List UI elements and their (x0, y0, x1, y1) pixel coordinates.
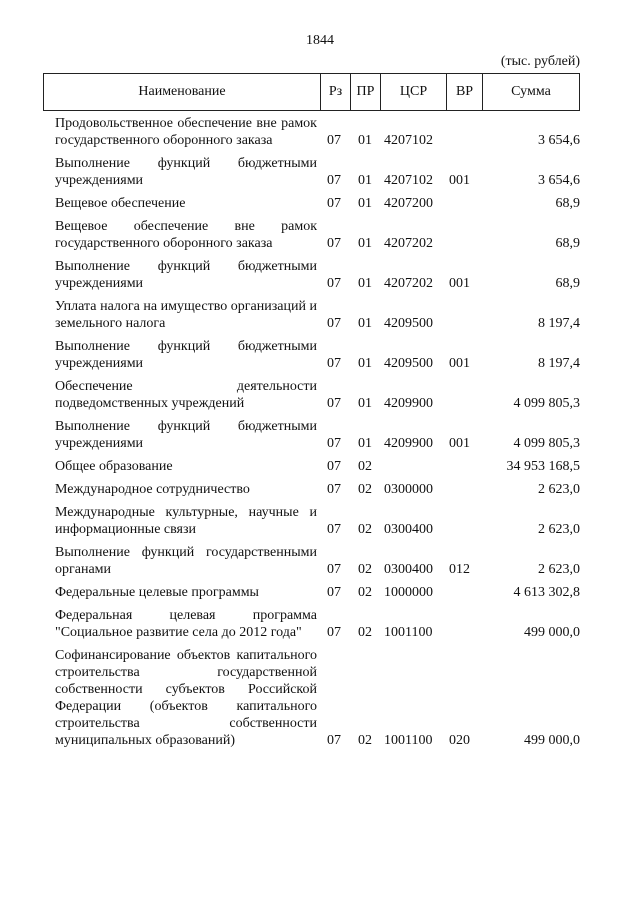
row-pr: 01 (358, 356, 372, 371)
row-csr: 4209500 (384, 316, 433, 331)
row-csr: 1001100 (384, 733, 433, 748)
row-pr: 02 (358, 625, 372, 640)
row-name: Выполнение функций бюджетными учреждениями (55, 339, 317, 371)
row-sum: 2 623,0 (538, 522, 580, 537)
row-rz: 07 (327, 459, 341, 474)
row-name: Федеральная целевая программа "Социальное развитие села до 2012 года" (55, 608, 317, 640)
row-sum: 4 613 302,8 (513, 585, 580, 600)
table-header (43, 73, 580, 111)
row-pr: 01 (358, 436, 372, 451)
row-rz: 07 (327, 562, 341, 577)
row-name: Софинансирование объектов капитального строительства государственной собственности субъектов Российской Федерации (объектов капитального строительства собственности муниципальных образований) (55, 648, 317, 748)
row-csr: 4209500 (384, 356, 433, 371)
row-rz: 07 (327, 133, 341, 148)
row-name: Международное сотрудничество (55, 482, 250, 497)
table-row (55, 584, 585, 601)
row-pr: 01 (358, 316, 372, 331)
row-name: Общее образование (55, 459, 173, 474)
header-sum: Сумма (482, 74, 579, 110)
row-name: Выполнение функций бюджетными учреждениями (55, 156, 317, 188)
header-vr: ВР (446, 74, 482, 110)
row-sum: 3 654,6 (538, 133, 580, 148)
row-csr: 4209900 (384, 396, 433, 411)
table-row (55, 504, 585, 538)
row-name: Вещевое обеспечение вне рамок государственного оборонного заказа (55, 219, 317, 251)
row-csr: 0300400 (384, 562, 433, 577)
row-sum: 2 623,0 (538, 482, 580, 497)
row-rz: 07 (327, 316, 341, 331)
row-csr: 4207202 (384, 276, 433, 291)
row-rz: 07 (327, 522, 341, 537)
row-sum: 34 953 168,5 (506, 459, 580, 474)
header-rz: Рз (320, 74, 350, 110)
row-name: Выполнение функций бюджетными учреждениями (55, 259, 317, 291)
row-sum: 8 197,4 (538, 356, 580, 371)
row-sum: 2 623,0 (538, 562, 580, 577)
row-sum: 3 654,6 (538, 173, 580, 188)
page-number: 1844 (306, 33, 334, 48)
table-row (55, 155, 585, 189)
row-name: Вещевое обеспечение (55, 196, 186, 211)
row-pr: 01 (358, 396, 372, 411)
row-pr: 01 (358, 173, 372, 188)
row-sum: 68,9 (555, 276, 580, 291)
row-rz: 07 (327, 173, 341, 188)
header-pr: ПР (350, 74, 380, 110)
row-sum: 499 000,0 (524, 733, 580, 748)
row-csr: 4207102 (384, 173, 433, 188)
row-vr: 001 (449, 436, 470, 451)
row-pr: 02 (358, 562, 372, 577)
row-pr: 02 (358, 482, 372, 497)
row-csr: 4207102 (384, 133, 433, 148)
row-rz: 07 (327, 356, 341, 371)
row-csr: 0300400 (384, 522, 433, 537)
row-sum: 4 099 805,3 (513, 436, 580, 451)
header-csr: ЦСР (380, 74, 446, 110)
row-csr: 0300000 (384, 482, 433, 497)
row-csr: 4207202 (384, 236, 433, 251)
row-sum: 8 197,4 (538, 316, 580, 331)
table-row (55, 338, 585, 372)
row-name: Продовольственное обеспечение вне рамок государственного оборонного заказа (55, 116, 317, 148)
row-sum: 4 099 805,3 (513, 396, 580, 411)
row-vr: 001 (449, 173, 470, 188)
budget-table-body (55, 115, 585, 755)
row-name: Федеральные целевые программы (55, 585, 259, 600)
row-rz: 07 (327, 196, 341, 211)
table-row (55, 218, 585, 252)
table-row (55, 544, 585, 578)
units-label: (тыс. рублей) (500, 54, 580, 69)
row-name: Уплата налога на имущество организаций и земельного налога (55, 299, 317, 331)
row-vr: 001 (449, 276, 470, 291)
row-rz: 07 (327, 733, 341, 748)
row-csr: 1001100 (384, 625, 433, 640)
row-pr: 02 (358, 459, 372, 474)
table-row (55, 418, 585, 452)
row-csr: 1000000 (384, 585, 433, 600)
row-sum: 68,9 (555, 196, 580, 211)
row-rz: 07 (327, 236, 341, 251)
row-vr: 020 (449, 733, 470, 748)
row-pr: 01 (358, 196, 372, 211)
row-csr: 4207200 (384, 196, 433, 211)
row-vr: 001 (449, 356, 470, 371)
row-name: Международные культурные, научные и информационные связи (55, 505, 317, 537)
row-rz: 07 (327, 276, 341, 291)
row-rz: 07 (327, 585, 341, 600)
row-sum: 499 000,0 (524, 625, 580, 640)
row-rz: 07 (327, 436, 341, 451)
row-name: Обеспечение деятельности подведомственных учреждений (55, 379, 317, 411)
table-row (55, 195, 585, 212)
row-rz: 07 (327, 625, 341, 640)
row-pr: 02 (358, 585, 372, 600)
header-name: Наименование (138, 84, 226, 99)
table-row (55, 378, 585, 412)
row-name: Выполнение функций государственными органами (55, 545, 317, 577)
row-csr: 4209900 (384, 436, 433, 451)
row-pr: 01 (358, 276, 372, 291)
row-sum: 68,9 (555, 236, 580, 251)
row-pr: 01 (358, 133, 372, 148)
row-pr: 02 (358, 522, 372, 537)
row-pr: 01 (358, 236, 372, 251)
table-row (55, 481, 585, 498)
row-pr: 02 (358, 733, 372, 748)
table-row (55, 458, 585, 475)
row-name: Выполнение функций бюджетными учреждениями (55, 419, 317, 451)
table-row (55, 115, 585, 149)
table-row (55, 298, 585, 332)
table-row (55, 607, 585, 641)
row-rz: 07 (327, 396, 341, 411)
row-rz: 07 (327, 482, 341, 497)
table-row (55, 258, 585, 292)
row-vr: 012 (449, 562, 470, 577)
table-row (55, 647, 585, 749)
